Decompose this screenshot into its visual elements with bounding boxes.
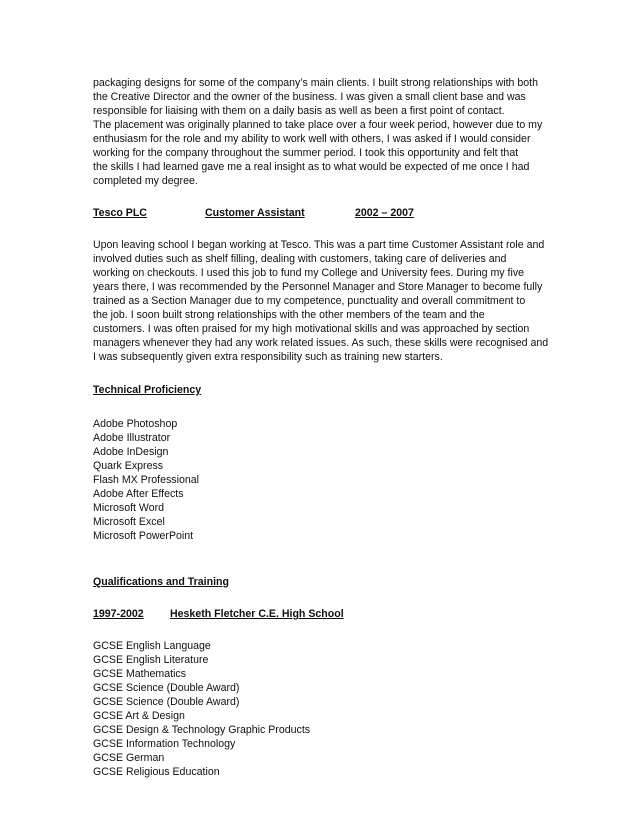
intro-paragraph — [93, 76, 555, 188]
subjects-list — [93, 639, 555, 779]
qualification-period: 1997-2002 — [93, 608, 144, 620]
paragraph-line: the skills I had learned gave me a real insight as to what would be expected of me once I had — [93, 161, 530, 173]
school-heading — [93, 607, 555, 621]
list-item: GCSE Religious Education — [93, 766, 220, 778]
list-item: Adobe Illustrator — [93, 432, 171, 444]
list-item: Microsoft Excel — [93, 516, 165, 528]
paragraph-line: responsible for liaising with them on a daily basis as well as been a first point of contact. — [93, 105, 505, 117]
paragraph-line: working for the company throughout the summer period. I took this opportunity and felt that — [93, 147, 519, 159]
paragraph-line: I was subsequently given extra responsibility such as training new starters. — [93, 351, 443, 363]
paragraph-line: The placement was originally planned to take place over a four week period, however due to my — [93, 119, 543, 131]
skills-list — [93, 417, 555, 543]
job-description — [93, 238, 555, 364]
list-item: GCSE English Language — [93, 640, 211, 652]
job-heading — [93, 206, 555, 220]
section-heading-technical: Technical Proficiency — [93, 384, 202, 396]
paragraph-line: the job. I soon built strong relationships with the other members of the team and the — [93, 309, 485, 321]
list-item: Microsoft Word — [93, 502, 165, 514]
paragraph-line: completed my degree. — [93, 175, 198, 187]
list-item: Quark Express — [93, 460, 164, 472]
paragraph-line: enthusiasm for the role and my ability to work well with others, I was asked if I would consider — [93, 133, 531, 145]
list-item: Adobe Photoshop — [93, 418, 178, 430]
job-dates: 2002 – 2007 — [355, 207, 414, 219]
list-item: Adobe After Effects — [93, 488, 184, 500]
school-name: Hesketh Fletcher C.E. High School — [170, 608, 344, 620]
list-item: GCSE Mathematics — [93, 668, 187, 680]
paragraph-line: years there, I was recommended by the Personnel Manager and Store Manager to become fully — [93, 281, 543, 293]
list-item: GCSE Science (Double Award) — [93, 696, 240, 708]
job-company: Tesco PLC — [93, 207, 147, 219]
list-item: GCSE Art & Design — [93, 710, 185, 722]
document-page — [93, 76, 555, 779]
list-item: GCSE Design & Technology Graphic Products — [93, 724, 311, 736]
paragraph-line: trained as a Section Manager due to my competence, punctuality and overall commitment to — [93, 295, 526, 307]
paragraph-line: managers whenever they had any work related issues. As such, these skills were recognised and — [93, 337, 549, 349]
job-role: Customer Assistant — [205, 207, 305, 219]
list-item: GCSE German — [93, 752, 165, 764]
list-item: GCSE Information Technology — [93, 738, 236, 750]
paragraph-line: packaging designs for some of the company’s main clients. I built strong relationships with both — [93, 77, 538, 89]
paragraph-line: involved duties such as shelf filling, dealing with customers, taking care of deliveries and — [93, 253, 507, 265]
paragraph-line: customers. I was often praised for my high motivational skills and was approached by section — [93, 323, 530, 335]
list-item: Microsoft PowerPoint — [93, 530, 194, 542]
paragraph-line: Upon leaving school I began working at Tesco. This was a part time Customer Assistant role and — [93, 239, 545, 251]
list-item: Adobe InDesign — [93, 446, 169, 458]
paragraph-line: the Creative Director and the owner of the business. I was given a small client base and was — [93, 91, 526, 103]
list-item: Flash MX Professional — [93, 474, 199, 486]
list-item: GCSE English Literature — [93, 654, 209, 666]
section-heading-qualifications: Qualifications and Training — [93, 576, 229, 588]
paragraph-line: working on checkouts. I used this job to fund my College and University fees. During my five — [93, 267, 525, 279]
list-item: GCSE Science (Double Award) — [93, 682, 240, 694]
